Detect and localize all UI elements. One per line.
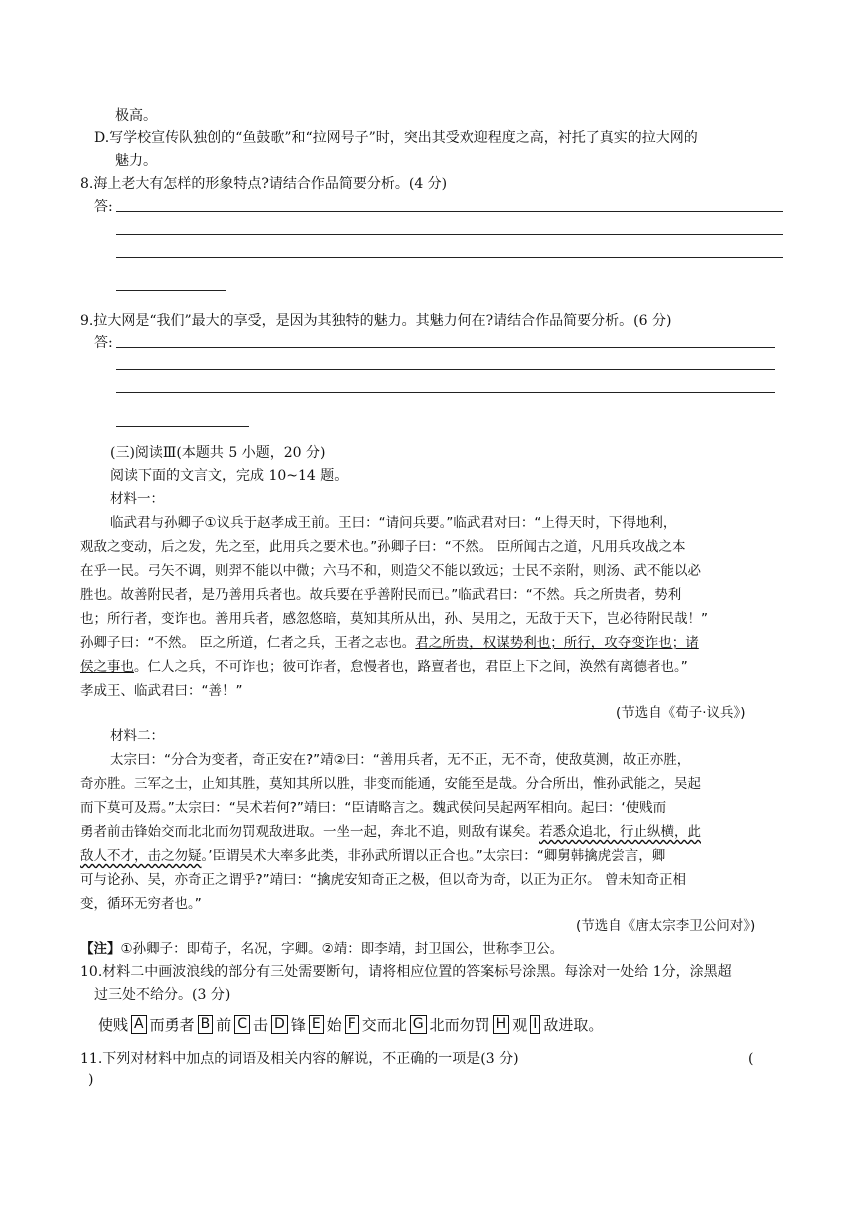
q10-option-box-f[interactable]: F (345, 1015, 359, 1034)
material2-line: 而下莫可及焉。”太宗曰：“吴术若何?”靖曰：“臣请略言之。魏武侯问吴起两军相向。起曰：‘使贱而 (80, 800, 667, 816)
q10-option-text: 始 (326, 1016, 342, 1034)
q10-stem-line2: 过三处不给分。(3 分) (94, 987, 231, 1003)
q10-option-box-e[interactable]: E (309, 1015, 324, 1034)
q10-option-box-c[interactable]: C (234, 1015, 250, 1034)
q9-answer-line[interactable] (116, 347, 775, 348)
q10-option-text: 北而勿罚 (429, 1016, 490, 1034)
q10-break-options (98, 1014, 603, 1035)
material1-line: 孝成王、临武君曰：“善！” (80, 683, 243, 699)
q10-option-box-a[interactable]: A (131, 1015, 147, 1034)
q10-option-text: 使贱 (98, 1016, 129, 1034)
material2-line: 可与论孙、吴，亦奇正之谓乎?”靖曰：“擒虎安知奇正之极，但以奇为奇，以正为正尔。 曾未知奇正相 (80, 872, 686, 888)
material1-line: 也；所行者，变诈也。善用兵者，感忽悠暗，莫知其所从出，孙、吴用之，无敌于天下，岂必待附民哉！” (80, 611, 708, 627)
material2-wavy-text: 敌人不才，击之勿疑 (80, 848, 202, 864)
q9-answer-line[interactable] (116, 426, 249, 427)
q8-answer-label: 答: (94, 199, 113, 215)
material1-line: 胜也。故善附民者，是乃善用兵者也。故兵要在乎善附民而已。”临武君曰：“不然。兵之所贵者，势利 (80, 587, 682, 603)
q10-option-box-h[interactable]: H (493, 1015, 510, 1034)
material1-label: 材料一： (110, 491, 164, 507)
material2-line (80, 847, 665, 865)
material2-wavy-text: 若悉众追北，行止纵横，此 (539, 824, 701, 840)
q10-option-box-g[interactable]: G (410, 1015, 427, 1034)
material1-line: 临武君与孙卿子①议兵于赵孝成王前。王曰：“请问兵要。”临武君对曰：“上得天时，下得地利， (110, 515, 677, 531)
q10-option-text: 而勇者 (149, 1016, 195, 1034)
q8-stem: 8.海上老大有怎样的形象特点?请结合作品简要分析。(4 分) (80, 176, 448, 192)
q10-stem-line1: 10.材料二中画波浪线的部分有三处需要断句，请将相应位置的答案标号涂黑。每涂对一处给 1分，涂黑超 (80, 964, 732, 980)
material2-text: 。’臣谓吴术大率多此类，非孙武所谓以正合也。”太宗曰：“卿舅韩擒虎尝言，卿 (201, 848, 666, 864)
annotation-note (80, 940, 563, 958)
q11-answer-paren-close: ) (88, 1072, 94, 1088)
section3-instruction: 阅读下面的文言文，完成 10~14 题。 (110, 468, 349, 484)
q10-option-box-i[interactable]: I (530, 1015, 540, 1034)
material1-line: 在乎一民。弓矢不调，则羿不能以中微；六马不和，则造父不能以致远；士民不亲附，则汤、武不能以必 (80, 563, 701, 579)
material1-line: 观敌之变动，后之发，先之至，此用兵之要术也。”孙卿子曰：“不然。 臣所闻古之道，凡用兵攻战之本 (80, 539, 686, 555)
note-label: 【注】 (80, 941, 121, 957)
q10-option-text: 击 (253, 1016, 269, 1034)
q9-answer-line[interactable] (116, 392, 775, 393)
q7-option-d-line1: D.写学校宣传队独创的“鱼鼓歌”和“拉网号子”时，突出其受欢迎程度之高，衬托了真实的拉大网的 (94, 130, 698, 146)
q7-option-c-tail: 极高。 (115, 108, 157, 124)
q10-option-text: 交而北 (361, 1016, 407, 1034)
q10-option-text: 锋 (290, 1016, 306, 1034)
q11-stem: 11.下列对材料中加点的词语及相关内容的解说，不正确的一项是(3 分) (80, 1051, 519, 1067)
note-text: ①孙卿子：即荀子，名况，字卿。②靖：即李靖，封卫国公，世称李卫公。 (120, 941, 564, 957)
material2-line: 变，循环无穷者也。” (80, 896, 202, 912)
material1-line (80, 658, 688, 676)
q9-answer-label: 答: (94, 335, 113, 351)
material2-line (80, 823, 701, 841)
q9-stem: 9.拉大网是“我们”最大的享受，是因为其独特的魅力。其魅力何在?请结合作品简要分析。(6 分) (80, 313, 672, 329)
material1-text: 孙卿子曰：“不然。 臣之所道，仁者之兵，王者之志也。 (80, 635, 416, 651)
q11-answer-paren-open[interactable]: ( (748, 1051, 754, 1067)
section3-heading: (三)阅读Ⅲ(本题共 5 小题，20 分) (110, 445, 326, 461)
material1-source: (节选自《荀子·议兵》) (616, 705, 746, 721)
q10-option-text: 前 (216, 1016, 232, 1034)
q7-option-d-line2: 魅力。 (115, 153, 157, 169)
q10-option-text: 观 (512, 1016, 528, 1034)
material2-text: 勇者前击锋始交而北北而勿罚观敌进取。一坐一起，奔北不追，则敌有谋矣。 (80, 824, 539, 840)
material1-text: 。仁人之兵，不可诈也；彼可诈者，怠慢者也，路亶者也，君臣上下之间，涣然有离德者也。” (134, 659, 688, 675)
material1-underlined-text: 侯之事也 (80, 659, 134, 675)
q8-answer-line[interactable] (116, 234, 783, 235)
q8-answer-line[interactable] (116, 211, 783, 212)
material2-line: 太宗曰：“分合为变者，奇正安在?”靖②曰：“善用兵者，无不正，无不奇，使敌莫测，故正亦胜， (110, 752, 691, 768)
q8-answer-line[interactable] (116, 290, 226, 291)
q10-option-box-b[interactable]: B (198, 1015, 214, 1034)
q10-option-box-d[interactable]: D (271, 1015, 288, 1034)
material2-line: 奇亦胜。三军之士，止知其胜，莫知其所以胜，非变而能通，安能至是哉。分合所出，惟孙武能之，吴起 (80, 776, 701, 792)
material2-label: 材料二： (110, 728, 164, 744)
material1-underlined-text: 君之所贵，权谋势利也；所行，攻夺变诈也；诸 (415, 635, 699, 651)
material2-source: (节选自《唐太宗李卫公问对》) (576, 918, 756, 934)
q8-answer-line[interactable] (116, 257, 783, 258)
q10-option-text: 敌进取。 (543, 1016, 604, 1034)
material1-line (80, 634, 699, 652)
q9-answer-line[interactable] (116, 369, 775, 370)
